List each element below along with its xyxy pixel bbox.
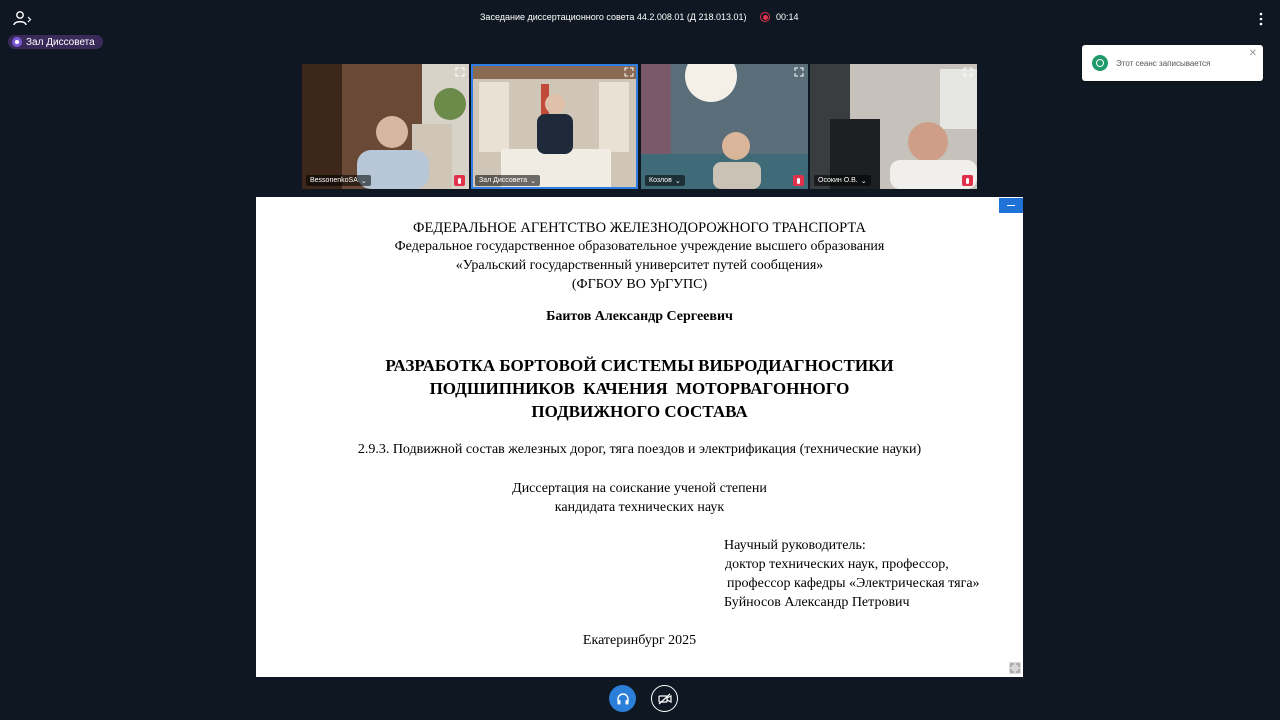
shared-presentation-slide xyxy=(256,197,1023,677)
slide-advisor-line: Буйносов Александр Петрович xyxy=(724,595,910,610)
chevron-down-icon: ⌄ xyxy=(530,177,536,185)
participant-tile-active[interactable] xyxy=(471,64,638,189)
participant-video xyxy=(471,64,638,189)
mic-muted-icon xyxy=(962,175,973,186)
camera-button[interactable] xyxy=(651,685,678,712)
chevron-down-icon: ⌄ xyxy=(674,177,681,185)
participant-video xyxy=(810,64,977,189)
room-icon xyxy=(12,37,22,47)
recording-indicator xyxy=(760,12,799,22)
participant-tile[interactable] xyxy=(810,64,977,189)
fullscreen-icon[interactable] xyxy=(1009,662,1021,674)
participant-name-label: Зал Диссовета ⌄ xyxy=(475,175,540,186)
slide-advisor-line: доктор технических наук, профессор, xyxy=(725,557,949,572)
participant-name-label: Осокин О.В. ⌄ xyxy=(814,175,871,186)
slide-advisor-line: профессор кафедры «Электрическая тяга» xyxy=(727,576,980,591)
close-icon[interactable]: ✕ xyxy=(1248,48,1257,59)
slide-institution-line: (ФГБОУ ВО УрГУПС) xyxy=(571,277,708,292)
recording-notification xyxy=(1082,45,1263,81)
expand-icon[interactable] xyxy=(624,67,634,77)
slide-title-line: РАЗРАБОТКА БОРТОВОЙ СИСТЕМЫ ВИБРОДИАГНОСТИКИ xyxy=(385,356,894,375)
headphones-icon xyxy=(616,692,630,706)
audio-button[interactable] xyxy=(609,685,636,712)
participant-name-label: BessonenkoSA ⌄ xyxy=(306,175,371,186)
expand-icon[interactable] xyxy=(455,67,465,77)
slide-institution-line: Федеральное государственное образовательное учреждение высшего образования xyxy=(394,239,885,254)
chevron-down-icon: ⌄ xyxy=(360,177,367,185)
chevron-down-icon: ⌄ xyxy=(860,177,867,185)
participant-tile[interactable] xyxy=(302,64,469,189)
meeting-title: Заседание диссертационного совета 44.2.008.01 (Д 218.013.01) xyxy=(480,12,747,22)
slide-dissertation-line: Диссертация на соискание ученой степени xyxy=(512,481,767,496)
mic-muted-icon xyxy=(454,175,465,186)
recording-time: 00:14 xyxy=(776,12,799,22)
mic-muted-icon xyxy=(793,175,804,186)
participant-video xyxy=(641,64,808,189)
room-badge[interactable] xyxy=(8,35,103,49)
slide-city-year: Екатеринбург 2025 xyxy=(582,633,697,648)
recording-status-icon xyxy=(1092,55,1108,71)
slide-title-line: ПОДШИПНИКОВ КАЧЕНИЯ МОТОРВАГОННОГО xyxy=(429,379,850,398)
slide-dissertation-line: кандидата технических наук xyxy=(554,500,725,515)
participant-tile[interactable] xyxy=(641,64,808,189)
camera-off-icon xyxy=(658,692,672,706)
notification-text: Этот сеанс записывается xyxy=(1116,58,1211,68)
slide-specialty: 2.9.3. Подвижной состав железных дорог, тяга поездов и электрификация (технические науки) xyxy=(357,442,922,457)
record-icon xyxy=(760,12,770,22)
slide-title-line: ПОДВИЖНОГО СОСТАВА xyxy=(531,402,748,421)
slide-advisor-line: Научный руководитель: xyxy=(724,538,866,553)
participant-video xyxy=(302,64,469,189)
participant-name-label: Козлов ⌄ xyxy=(645,175,685,186)
minimize-presentation-button[interactable] xyxy=(999,198,1023,213)
room-badge-label: Зал Диссовета xyxy=(26,36,95,48)
slide-agency: ФЕДЕРАЛЬНОЕ АГЕНТСТВО ЖЕЛЕЗНОДОРОЖНОГО ТРАНСПОРТА xyxy=(413,220,866,236)
expand-icon[interactable] xyxy=(794,67,804,77)
slide-institution-line: «Уральский государственный университет путей сообщения» xyxy=(455,258,824,273)
expand-icon[interactable] xyxy=(963,67,973,77)
user-settings-icon[interactable] xyxy=(12,10,34,28)
more-options-icon[interactable] xyxy=(1256,11,1266,27)
slide-author: Баитов Александр Сергеевич xyxy=(546,309,733,324)
